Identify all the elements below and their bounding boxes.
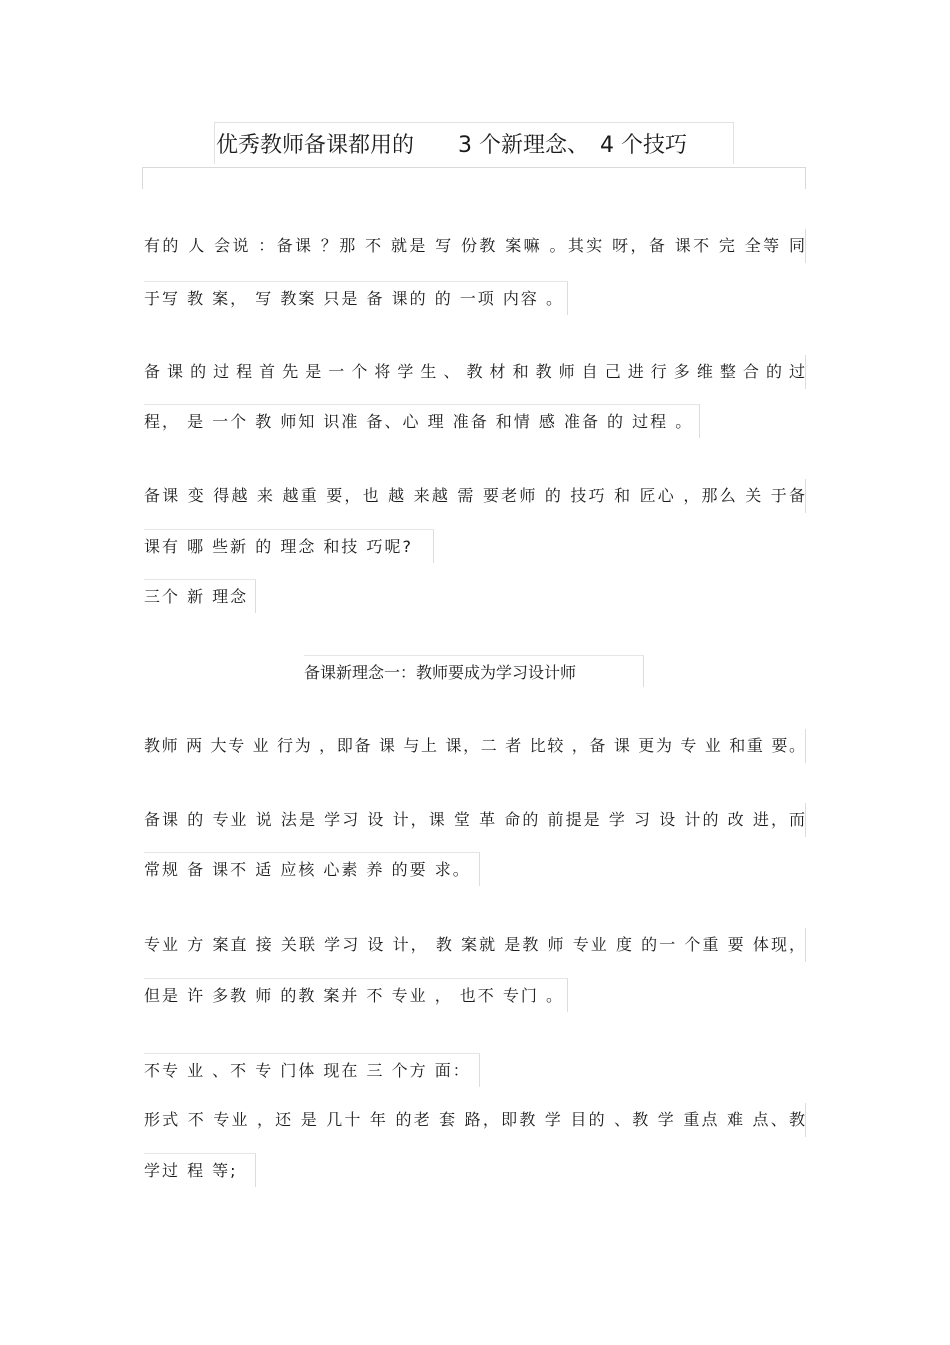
paragraph-line: 备课 的 专业 说 法是 学习 设 计，课 堂 革 命的 前提是 学 习 设 计的 改 进，而 (144, 803, 806, 837)
title-divider (142, 167, 806, 189)
paragraph-line: 不专 业 、不 专 门体 现在 三 个方 面： (144, 1053, 480, 1087)
document-title: 优秀教师备课都用的 3 个新理念、 4 个技巧 (214, 122, 734, 164)
paragraph-line: 课有 哪 些新 的 理念 和技 巧呢? (144, 529, 434, 563)
paragraph-line: 学过 程 等; (144, 1153, 256, 1187)
section-heading: 备课新理念一：教师要成为学习设计师 (304, 655, 644, 687)
paragraph-line: 常规 备 课不 适 应核 心素 养 的要 求。 (144, 852, 480, 886)
paragraph-line: 程， 是 一个 教 师知 识准 备、心 理 准备 和情 感 准备 的 过程 。 (144, 404, 700, 438)
paragraph-line: 形式 不 专业 ，还 是 几十 年 的老 套 路，即教 学 目的 、教 学 重点 难 点、教 (144, 1103, 806, 1137)
paragraph-line: 备课 变 得越 来 越重 要，也 越 来越 需 要老师 的 技巧 和 匠心 ，那么 关 于备 (144, 479, 806, 513)
paragraph-line: 但是 许 多教 师 的教 案并 不 专业 ， 也不 专门 。 (144, 978, 568, 1012)
paragraph-line: 专业 方 案直 接 关联 学习 设 计， 教 案就 是教 师 专业 度 的一 个重 要 体现， (144, 928, 806, 962)
paragraph-line: 备 课 的 过 程 首 先 是 一 个 将 学 生 、 教 材 和 教 师 自 己 进 行 多 维 整 合 的 过 (144, 355, 806, 389)
paragraph-line: 有的 人 会说 ：备课 ？那 不 就是 写 份教 案嘛 。其实 呀，备 课不 完 全等 同 (144, 229, 806, 263)
section-label: 三个 新 理念 (144, 579, 256, 613)
paragraph-line: 于写 教 案， 写 教案 只是 备 课的 的 一项 内容 。 (144, 281, 568, 315)
paragraph-line: 教师 两 大专 业 行为 ，即备 课 与上 课，二 者 比较 ，备 课 更为 专 业 和重 要。 (144, 729, 806, 763)
